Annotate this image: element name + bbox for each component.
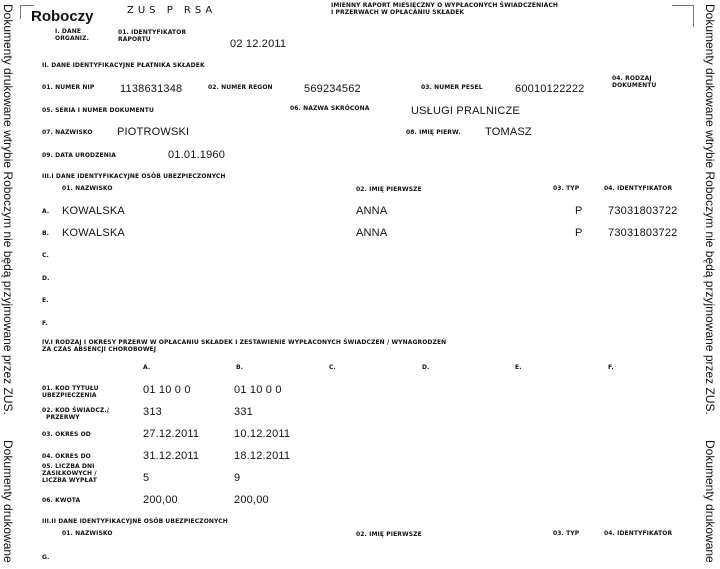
report-id-label-2: RAPORTU bbox=[118, 36, 151, 43]
side-note-right-2: Dokumenty drukowane bbox=[703, 440, 717, 563]
row-letter: F. bbox=[42, 320, 48, 327]
insurance-code-a: 01 10 0 0 bbox=[143, 384, 191, 396]
section-3ii-title: III.II DANE IDENTYFIKACYJNE OSÓB UBEZPIECZONYCH bbox=[42, 518, 228, 525]
col-firstname-header: 02. IMIĘ PIERWSZE bbox=[356, 186, 422, 193]
days-count-a: 5 bbox=[143, 472, 150, 484]
period-to-b: 18.12.2011 bbox=[234, 450, 291, 462]
short-name-label: 06. NAZWA SKRÓCONA bbox=[290, 105, 370, 112]
section-4i-title: IV.I RODZAJ I OKRESY PRZERW W OPŁACANIU SKŁADEK I ZESTAWIENIE WYPŁACONYCH ŚWIADCZEŃ / WYNAGRODZEŃ bbox=[42, 339, 447, 346]
period-from-a: 27.12.2011 bbox=[143, 428, 200, 440]
form-title-line-2: I PRZERWACH W OPŁACANIU SKŁADEK bbox=[331, 9, 465, 16]
amount-b: 200,00 bbox=[234, 494, 269, 506]
period-to-a: 31.12.2011 bbox=[143, 450, 200, 462]
row-letter: B. bbox=[42, 230, 50, 237]
col-type-header: 03. TYP bbox=[553, 185, 580, 192]
row-letter: E. bbox=[42, 297, 49, 304]
amount-a: 200,00 bbox=[143, 494, 178, 506]
doc-type-label: 04. RODZAJ bbox=[612, 75, 652, 82]
insured-id: 73031803722 bbox=[608, 205, 678, 217]
col-type-header-2: 03. TYP bbox=[553, 530, 580, 537]
benefit-code-b: 331 bbox=[234, 406, 253, 418]
benefit-code-label-2: PRZERWY bbox=[46, 414, 80, 421]
doc-type-label-2: DOKUMENTU bbox=[612, 82, 657, 89]
section-1-title-2: ORGANIZ. bbox=[55, 35, 89, 42]
insurance-code-b: 01 10 0 0 bbox=[234, 384, 282, 396]
report-id-label: 01. IDENTYFIKATOR bbox=[118, 29, 187, 36]
row-letter: C. bbox=[42, 252, 49, 259]
insured-id: 73031803722 bbox=[608, 227, 678, 239]
pesel-value: 60010122222 bbox=[515, 83, 585, 95]
doc-series-label: 05. SERIA I NUMER DOKUMENTU bbox=[42, 107, 154, 114]
form-code: ZUS P RSA bbox=[127, 5, 217, 16]
insured-surname: KOWALSKA bbox=[62, 227, 125, 239]
days-count-b: 9 bbox=[234, 472, 241, 484]
days-count-label: 05. LICZBA DNI bbox=[42, 463, 95, 470]
amount-label: 06. KWOTA bbox=[42, 497, 81, 504]
nip-label: 01. NUMER NIP bbox=[42, 84, 95, 91]
col-surname-header-2: 01. NAZWISKO bbox=[62, 530, 113, 537]
birth-date-label: 09. DATA URODZENIA bbox=[42, 152, 116, 159]
insurance-code-label-2: UBEZPIECZENIA bbox=[42, 392, 97, 399]
benefit-code-label: 02. KOD ŚWIADCZ./ bbox=[42, 407, 109, 414]
col-header-e: E. bbox=[515, 364, 522, 371]
period-from-label: 03. OKRES OD bbox=[42, 431, 91, 438]
col-header-b: B. bbox=[236, 364, 244, 371]
col-header-f: F. bbox=[608, 364, 614, 371]
insured-surname: KOWALSKA bbox=[62, 205, 125, 217]
nip-value: 1138631348 bbox=[120, 83, 183, 95]
benefit-code-a: 313 bbox=[143, 406, 162, 418]
side-note-left-2: Dokumenty drukowane bbox=[1, 440, 15, 563]
insured-type: P bbox=[575, 227, 583, 239]
insured-type: P bbox=[575, 205, 583, 217]
firstname-value: TOMASZ bbox=[485, 126, 532, 138]
col-id-header-2: 04. IDENTYFIKATOR bbox=[604, 530, 673, 537]
section-3i-title: III.I DANE IDENTYFIKACYJNE OSÓB UBEZPIECZONYCH bbox=[42, 173, 226, 180]
period-to-label: 04. OKRES DO bbox=[42, 453, 91, 460]
row-letter: D. bbox=[42, 275, 50, 282]
birth-date-value: 01.01.1960 bbox=[168, 149, 226, 161]
regon-label: 02. NUMER REGON bbox=[208, 84, 273, 91]
pesel-label: 03. NUMER PESEL bbox=[421, 84, 483, 91]
days-count-label-2: ZASIŁKOWYCH / LICZBA WYPŁAT bbox=[42, 470, 97, 484]
col-id-header: 04. IDENTYFIKATOR bbox=[604, 185, 673, 192]
col-surname-header: 01. NAZWISKO bbox=[62, 185, 113, 192]
short-name-value: USŁUGI PRALNICZE bbox=[411, 105, 520, 117]
side-note-right: Dokumenty drukowane wtrybie Roboczym nie będą przyjmowane przez ZUS. bbox=[703, 4, 717, 415]
insured-firstname: ANNA bbox=[356, 205, 388, 217]
report-id-value: 02 12.2011 bbox=[230, 38, 287, 50]
surname-label: 07. NAZWISKO bbox=[42, 129, 93, 136]
corner-mark-right bbox=[672, 5, 694, 27]
col-firstname-header-2: 02. IMIĘ PIERWSZE bbox=[356, 531, 422, 538]
regon-value: 569234562 bbox=[304, 83, 361, 95]
form-title-line-1: IMIENNY RAPORT MIESIĘCZNY O WYPŁACONYCH ŚWIADCZENIACH bbox=[331, 2, 558, 9]
draft-label: Roboczy bbox=[31, 8, 94, 25]
row-letter-g: G. bbox=[42, 554, 50, 561]
section-1-title: I. DANE bbox=[55, 28, 82, 35]
section-4i-title-2: ZA CZAS ABSENCJI CHOROBOWEJ bbox=[42, 346, 157, 353]
insured-firstname: ANNA bbox=[356, 227, 388, 239]
period-from-b: 10.12.2011 bbox=[234, 428, 291, 440]
section-2-title: II. DANE IDENTYFIKACYJNE PŁATNIKA SKŁADEK bbox=[42, 62, 205, 69]
row-letter: A. bbox=[42, 208, 50, 215]
col-header-a: A. bbox=[143, 364, 151, 371]
insurance-code-label: 01. KOD TYTUŁU bbox=[42, 385, 99, 392]
col-header-d: D. bbox=[422, 364, 430, 371]
col-header-c: C. bbox=[329, 364, 336, 371]
surname-value: PIOTROWSKI bbox=[117, 126, 190, 138]
firstname-label: 08. IMIĘ PIERW. bbox=[406, 129, 461, 136]
side-note-left: Dokumenty drukowane wtrybie Roboczym nie będą przyjmowane przez ZUS. bbox=[1, 4, 15, 415]
